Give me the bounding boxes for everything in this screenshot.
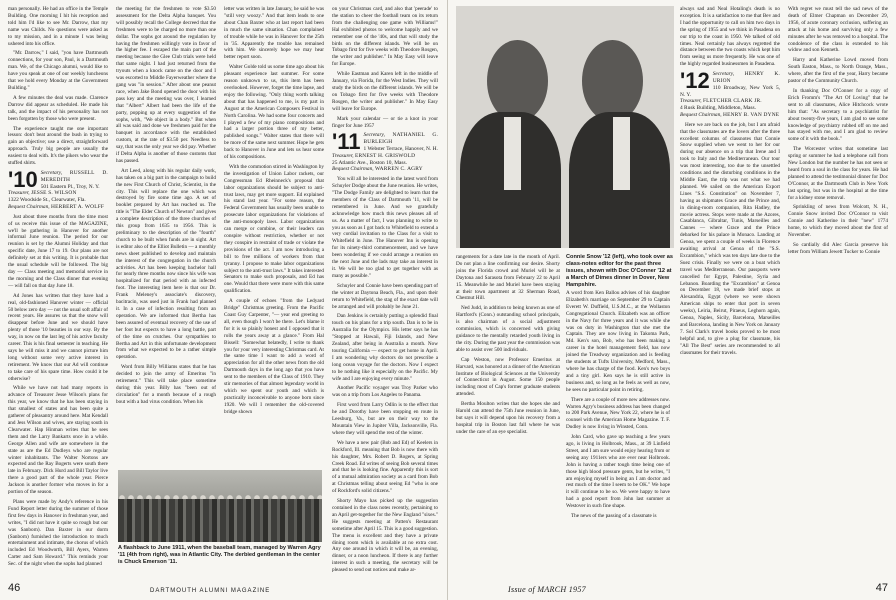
magazine-name: DARTMOUTH ALUMNI MAGAZINE	[150, 588, 271, 594]
paragraph: always sad and Neal Hotaling's death is no exception. It is a satisfaction to me that Bev and I had the opportunity to call on him two days in the spring of 1955 and we think in Pasadena on our trip to the coast in 1950. We talked of old times. Neal certainly has always regretted the distance between the two coasts which kept him from seeing us more frequently. He was one of the highly regarded businessmen in Pasadena.	[680, 6, 780, 68]
paragraph: You will all be interested in the latest word from Schuyler Dodge about the June reunion. He writes, "The Dodge Family are delighted to learn that the members of the Class of Dartmouth '11, will be remembered in June. And we gratefully acknowledge how much this news pleases all of us. As a matter of fact, I was planning to write to you as soon as I got back to Whitefield to extend a very cordial invitation to the Class for a visit to Whitefield in June. The Hanover Inn is opening for its ninety-third commencement, and we have been wondering if we could arrange a reunion on the next June and the lads may take an interest in it. We will be too glad to get together with as many as possible."	[332, 176, 438, 279]
paragraph: "Mr. Darrow," I said, "you have Dartmouth connections, for your son, Paul, is a Dartmouth man. We, of the Chicago alumni, would like to have you speak at one of our weekly luncheons that we hold every Monday at the Government Building."	[8, 50, 108, 91]
class-year: '11	[332, 132, 361, 155]
paragraph: Here we are back on the job, but I am afraid that the classmates are the lovers after the three excellent columns of classnotes that Connie Snow supplied when we went to her for our during our absence on a trip that Irene and I took to Italy and the Mediterranean. Our tour was most interesting, too due to the unsettled conditions and the disturbing conditions in the Middle East, the trip was not what we had planned. We sailed on the American Export Lines "S.S. Constitution" on November 7, having as shipmates Grace and the Prince and, in dining-room companion, Rita Hadley, the movie actress. Stops were made at the Azores, Casablanca, Gibraltar, Tunis, Marseilles and Cannes — where Grace and the Prince debarked for his palace in Monaco. Landing at Genoa, we spent a couple of weeks in Florence awaiting arrival at Genoa of the "S.S. Excambion," which was ten days late due to the Suez crisis. Finally we were on a boat which travel was Mediterranean. Our passports were cancelled for Egypt, Palestine, Syria and Lebanon. Boarding the "Excambion" at Genoa on December 18, we made brief stops at Alexandria, Egypt (where we were shown American ships to enter that port in seven weeks), Leiria, Beirut, Piraeus, Leghorn again, Genoa, Naples, Sicily, Barcelona, Marseilles and Barcelona, landing in New York on January 7. Sol Clark's travel books proved to be most helpful and, to give a plug for classmate, his "All The Best" series are recommended to all classmates for their travels.	[680, 121, 780, 356]
portrait-caption: Connie Snow '12 (left), who took over as class-notes editor for the past three issues, shown with Doc O'Conner '12 at a March of Dimes dinner in Dover, New Hampshire.	[566, 254, 674, 288]
paragraph: A few minutes the deal was made. Clarence Darrow did appear as scheduled. He made his talk, and the impact of his personality has not been forgotten by those who were present.	[8, 94, 108, 122]
paragraph: Mark your calendar — or tie a knot in your finger for June 1957	[332, 115, 438, 129]
paragraph: the meeting for the freshmen to vote $3.50 assessment for the Delta Alpha banquet. You will possibly recall the College decreed that the freshmen were to be charged no more than one dollar. The sophs got around the regulation by having the freshmen willingly vote in favor of the higher fee. I escaped the main part of the meeting because the Glee Club trials were held that same night. I had just returned from the tryouts when a knock came on the door and I was escorted to Middle Fayerweather where the gang was "in session." After about one peanut race, when Jake Bond opened the door with his pass key and the meeting was over, I learned that "Albert" Albert had been the life of the party, popping up at every suggestion of the sophs, with, "We object in a body." But when all was said and done we freshmen paid for the banquet in accordance with the established custom, at the rate of $3.50 per. Needless to say, that was the only year we did pay. Whether if Delta Alpha is another of those customs that has passed.	[116, 6, 216, 164]
paragraph: Ad Jones has written that they have had a real, old-fashioned Hanover winter — official 50 below zero day — not the usual soft affair of recent years. He assures us that the snow will disappear before June and we should have plenty of those '10 beauties in our way. By the way, in now on the last leg of his active faculty career. This is his final semester in teaching. He says he will miss it and we cannot picture him long without some very active interest in retirement. We know that our Ad will continue to take care of his spare time. How could it be otherwise?	[8, 292, 108, 382]
paragraph: The experience taught me one important lesson: don't beat around the bush in trying to gain an objective; use a direct, straightforward approach. Truly big people are usually the easiest to deal with. It's the pikers who wear the stuffed shirts.	[8, 125, 108, 167]
paragraph: Sprinkling of news from Wolcott, N. H., Connie Snow invited Doc O'Connor to visit Connie and Katherine in their "new" 1774 home, to which they moved about the first of November.	[788, 204, 888, 239]
issue-date: Issue of MARCH 1957	[508, 585, 586, 594]
paragraph: A couple of echoes "from the Ledyard Bridge" Christmas greeting. From the Pacific Coast Guy Carpenter, "— year end greeting to all, even though I won't be there. Let's blame it for it is so plainly honest and I opposed that it rolls the years away at a glance." From Hal Bissell: "Somewhat belatedly, I write to thank you for your very interesting Christmas card. At the same time I want to add a word of appreciation for all the other news from the old Dartmouth days in the long ago that you have sent to the members of the Class of 1910. They stir memories of that almost legendary world in which we spent our youth and which is practically inconceivable to anyone born since 1920. We will I remember the old-covered bridge shown	[224, 298, 324, 415]
paragraph: on your Christmas card, and also that 'peerade' to the station to cheer the football team on its return from the challenging one game with Williams!" Hal exhibited photos to welcome happily and we remember one of the '40s, and that will study the birds on the different islands. We will be on Tobago first for five weeks with Theodore Rosgen, the writer and publisher." In May Easy will leave for Europe.	[332, 6, 438, 68]
paragraph: Another Pacific voyager was Troy Parker who was on a trip from Los Angeles to Panama.	[332, 385, 438, 399]
paragraph: In thanking Doc O'Conner for a copy of Erich Fromm's "The Art Of Loving" that he sent to all classmates, Alice Hitchcock wrote him that: "As secretary to a psychiatrist for about twenty-five years, I am glad to see some knowledge of psychiatry rubbed off on me and has stayed with me, and I am glad to review some of it with the book."	[788, 87, 888, 143]
left-column-1	[8, 6, 108, 578]
paragraph: letter was written in late January, he said he was "still very woozy." And that item leads to one about Chan Baxter who at last report had been in much the same situation. Chan complained of trouble while he was in Hanover for the 25th in '35. Apparently the trouble has remained with him. We sincerely hope we may hear better report soon.	[224, 6, 324, 61]
paragraph: With regret we must tell the sad news of the death of Elmer Chapman on December 29, 1956, of acute coronary occlusion, suffering an attack at his home and surviving only a few minutes after he was removed to a hospital. The condolence of the class is extended to his widow and son Kenneth.	[788, 6, 888, 54]
paragraph: Bertha Moulton writes that she hopes she and Harold can attend the 75th June reunion in June, but says it will depend upon his recovery from a hospital trip in Boston last fall where he was under the care of an eye specialist.	[456, 401, 560, 435]
footer-right	[876, 578, 888, 596]
paragraph: Shorty Mayo has picked up the suggestion contained in the class notes recently, pertaining to an April get-together for the New England "sixes." He suggests meeting at Patten's Restaurant sometime after April 15. This is a good suggestion. The menu is excellent and they have a private dining room which is available at no extra cost. Any one around in which it will be, an evening, dinner, or a noon luncheon. If there is any further interest in such a meeting, the secretary will be pleased to send out notices and make ar-	[332, 498, 438, 574]
paragraph: Harry and Katherine Lowd moved from South Easton, Mass., to North Orange, Mass., where, after the first of the year, Harry became pastor of the Community Church.	[788, 57, 888, 85]
paragraph: rangements for a date late in the month of April. Do not plan a line confirming our desire. Shorty joins the Florida crowd and Muriel will be at Daytona and Sarasota from February 22 to April 15. Meanwhile he and Muriel have been staying at their town apartment at 32 Sherman Road, Chestnut Hill.	[456, 254, 560, 302]
paragraph: With the commotion stirred in Washington by the investigation of Union Labor rackets, our Congressman Ed Rheinneck's proposal that labor organizations should be subject to anti-trust laws, may get more support. Ed explained his stand last year. "For some reason, the Federal Government has usually been unable to prosecute labor organizations for violations of the anti-monopoly laws. Labor organizations can merge or combine, or their leaders can conspire without restriction, whether or not they conspire in restraint of trade or violate the provisions of the act. I am now introducing a bill to free millions of workers from that tyranny. I propose to make labor organizations subject to the anti-trust laws." It takes interested Senators to make such proposals, and Ed has one. Would that there were more with this same qualification.	[224, 163, 324, 295]
paragraph: There are a couple of more new addresses now. Warren Agry's business address has been changed to 200 Park Avenue, New York 22, where he is of counsel with the American Home Magazine. T. F. Dudley is now living in Winsted, Conn.	[566, 396, 670, 431]
left-column-4	[332, 6, 438, 578]
paragraph: The Worcester writes that sometime last spring or summer he had a telephone call from New London but the number he has not seen or heard from a soul in the class for years. He had planned to attend the testimonial dinner for Doc O'Connor, at the Dartmouth Club in New York last spring, but was in the hospital at the time for a kidney stone removal.	[788, 146, 888, 201]
right-page	[448, 0, 896, 600]
paragraph: Just about three months from the time most of us receive this issue of the MAGAZINE, we'll be gathering in Hanover for another informal June reunion. The period for our reunion is set by the Alumni Holiday and that specific date, June 17 to 19. Our plans are not definitely set at this writing. It is probable that the usual schedule will be followed. The big day — Class meeting and memorial service in the morning and the Class dinner that evening — will fall on that day June 18.	[8, 213, 108, 289]
paragraph: While we have not had many reports in advance of Treasurer Jesse Wilson's plans for this year, we know that he has been staying in that smallest of states and has been quite a gatherer of pleasantry around here. Mat Kendall and Jess Wilson and wives, are staying south in Clearwater. Hap Hinman writes that he sees them and the Larry Bankarts once in a while. George Allen and wife are somewhere in the state as are the Ed Dudleys who are regular winter inhabitants. The Walter Nortons are expected and the Ray Bogerts were south there late in February. Dick Hurd and Bill Taylor live there a good part of the whole year. Pierce Jackson is another former who moves in for a portion of the season.	[8, 385, 108, 496]
paragraph: So cardially did Alec Garcia preserve his letter from William Jewett Tucker to Connie	[788, 242, 888, 255]
photo-caption: A flashback to June 1911, when the baseball team, managed by Warren Agry '11 (4th from right), was in Atlantic City. The derbied gentleman in the center is Chuck Emerson '11.	[118, 545, 321, 565]
paragraph: Ned Judd, in addition to being known as one of Hartford's (Conn.) outstanding school principals, is also chairman of a social adjustment commission, which is concerned with giving guidance to the mentally retarded youth living in the city. During the past year the commission was able to assist over 500 individuals.	[456, 305, 560, 353]
paragraph: We have a new pair (Bob and Ed) of Keelers in Rockford, Ill. meaning that Bob is now there with his daughter, Mrs. Robert D. Rogers, at Spring Creek Road. Ed writes of seeing Bob several times and that he is looking fine. Apparently this is sort of a mutual admiration society as a card from Bob at Christmas telling about seeing Ed "who is one of Rockford's solid citizens."	[332, 439, 438, 495]
right-column-1b	[566, 290, 670, 572]
left-column-3	[224, 6, 324, 464]
paragraph: Cap Weston, now Professor Emeritus at Harvard, was honored at a dinner of the American Institute of Biological Sciences at the University of Connecticut in August. Some 150 people including most of Cap's former graduate students attended.	[456, 356, 560, 398]
paragraph: Walter Golde told us some time ago about his pleasant experience last summer. For some reason unknown to us, this item has been overlooked. However, forget the time lapse, and enjoy the following. "Only thing worth talking about that has happened to me, is my part in August at the American Composers Festival in North Carolina. We had some four concerts and I played a few of my piano compositions and had a larger portion three of my better, published songs." Walter states that there will be more of the same next summer. Hope he gets back to Hanover in June and lets us hear some of his compositions.	[224, 64, 324, 161]
paragraph: The news of the passing of a classmate is	[571, 513, 657, 520]
paragraph: Plans were made by Andy's reference in his Fund Report letter during the summer of those first few days in Hanover in freshman year, and writes, "I did not have it quite so rough but our was Sanborn). Dan Baxter in our dorm (Sanborn) furnished the introduction to much entertainment and intimate, the chorus of which included Ed Woodworth, Bill Ayers, Warren Carter and Sam Howard." This reminds your Sec. of the night when the sophs had planned	[8, 498, 108, 568]
paragraph: While Eastman and Karen left in the middle of January, via Florida, for the West Indies. They will study the birds on the different islands. We will be on Tobago first for five weeks with Theodore Rosgen, the writer and publisher." In May Easy will leave for Europe.	[332, 71, 438, 112]
page-number-left: 46	[8, 582, 21, 594]
paragraph: First word from Larry Odlin is to the effect that he and Dorothy have been stopping en route in Leesburg, Va., but are on their way to the Mountain View in Jupiter Villa, Jacksonville, Fla. where they will spend the rest of the winter.	[332, 402, 438, 436]
page-number-right: 47	[875, 582, 888, 594]
right-column-3	[788, 6, 888, 578]
paragraph: A word from Ken Ballou advises of his daughter Elizabeth's marriage on September 29 to Captain Everett W. Duffield, U.S.M.C., at the Wollaston Congregational Church. Elizabeth was an officer in the Navy for three years and it was while she was on duty in Washington that she met the Captain. They are now living in Takoma Park, Md. Ken's son, Bob, who has been making a career in the hotel management field, has now joined the Treadway organization and is feeding the students at Tufts University, Medford, Mass., where he has charge of the food. Ken's two boys and a tiny girl. Ken says he is still active in business and, so long as he feels as well as now, he sees no particular point in retiring.	[566, 290, 670, 393]
paragraph: Word from Billy Williams states that he has decided to join the army of Emeritus "in retirement." This will take place sometime during this year. Billy has "been out of circulation" for a month because of a rough bout with a bad virus condition. When his	[116, 364, 216, 405]
class-heading-1911: '11 Secretary, NATHANIEL G. BURLEIGH 1 Webster Terrace, Hanover, N. H. Treasurer, ERNEST H. GRISWOLD 25 Atlantic Ave., Boston 10, Mass. Bequest Chairman, WARREN C. AGRY	[332, 132, 438, 173]
class-heading-1912: '12 Secretary, HENRY K. URION 110 Broadway, New York 5, N. Y. Treasurer, FLETCHER CLARK JR. 4 Rusk Building, Middleton, Mass. Bequest Chairman, HENRY B. VAN DYNE	[680, 71, 780, 118]
right-column-1a	[456, 254, 560, 572]
left-column-2	[116, 6, 216, 464]
paragraph: Art Leed, along with his regular daily work, has taken on a big part in the campaign to build the new First Church of Christ, Scientist, in the city. This will replace the one which was destroyed by fire some time ago. A set of booklet prepared by Art has reached us. The title is "The Elder Church of Newton" and gives a complete description of the three churches of this group from 1635 to 1956. This is preliminary to the description of the "fourth" church to be built when funds are in sight. Art is editor also of the Elliot Bulletin — a monthly news sheet published to develop and maintain the interest of the congregation in the church activities. Art has been keeping bachelor hall for nearly three months now since his wife was hospitalized for that period with an infected foot. The interesting item here is that our Dr. Frank Meleney's associate's discovery, bacitracin, was used just in Frank had planned it. In a case of infection resulting from an operation. We are informed that Bertha has been assured of eventual recovery of the use of her foot but expects to have a long battle, part of the time on crutches. Our sympathies to Bertha and Art in this unfortunate development from what we expected to be a rather simple operation.	[116, 167, 216, 361]
paragraph: Dan Jenkins is certainly putting a splendid final touch on his plans for a trip south. Dan is to be in Australia for the Olympics. His letter says he has "Stopped at Hawaii, Fiji Islands, and New Zealand, after being in Australia a month. Now touring California — expect to get home in April. I am wondering why doctors do not prescribe a long ocean voyage for the doctors. Now I expect to be nothing like it especially on the Pacific. My wife and I are enjoying every minute."	[332, 313, 438, 382]
class-year: '10	[8, 169, 38, 192]
footer-left	[8, 578, 20, 596]
paragraph: man personally. He had an office in the Temple Building. One morning I hit his reception and told him I'd like to see Mr. Darrow, that my name was Childs. No questions were asked as to my mission, and in a minute I was being ushered into his office.	[8, 6, 108, 47]
class-heading-1910: '10 Secretary, RUSSELL D. MEREDITH 501 Eastern Pl., Troy, N. Y. Treasurer, JESSE S. WILSON 1322 Woodside St., Clearwater, Fla. Bequest Chairman, HERBERT A. WOLFF	[8, 169, 108, 210]
right-column-2	[680, 6, 780, 578]
paragraph: Schuyler and Connie have been spending part of the winter at Daytona Beach, Fla., and upon their return to Whitefield, the stag of the exact date will be arranged and will probably be June 21.	[332, 282, 438, 310]
class-year: '12	[680, 71, 710, 94]
class-notes-portrait-photo	[456, 6, 674, 248]
paragraph: John Card, who gave up teaching a few years ago, is living in Holbrook, Mass., at 39 Linfield Street, and I am sure would enjoy hearing from or seeing any 1911ers who are ever near Holbrook. John is having a rather tough time being one of those high blood pressure gents, but he writes, "I am enjoying myself in being an I am doctor and rest much of the time I seem to be OK." We hope it will continue to be so. We were happy to have had a good report from John last summer at Westover in such fine shape.	[566, 434, 670, 510]
baseball-team-photo	[118, 470, 322, 542]
